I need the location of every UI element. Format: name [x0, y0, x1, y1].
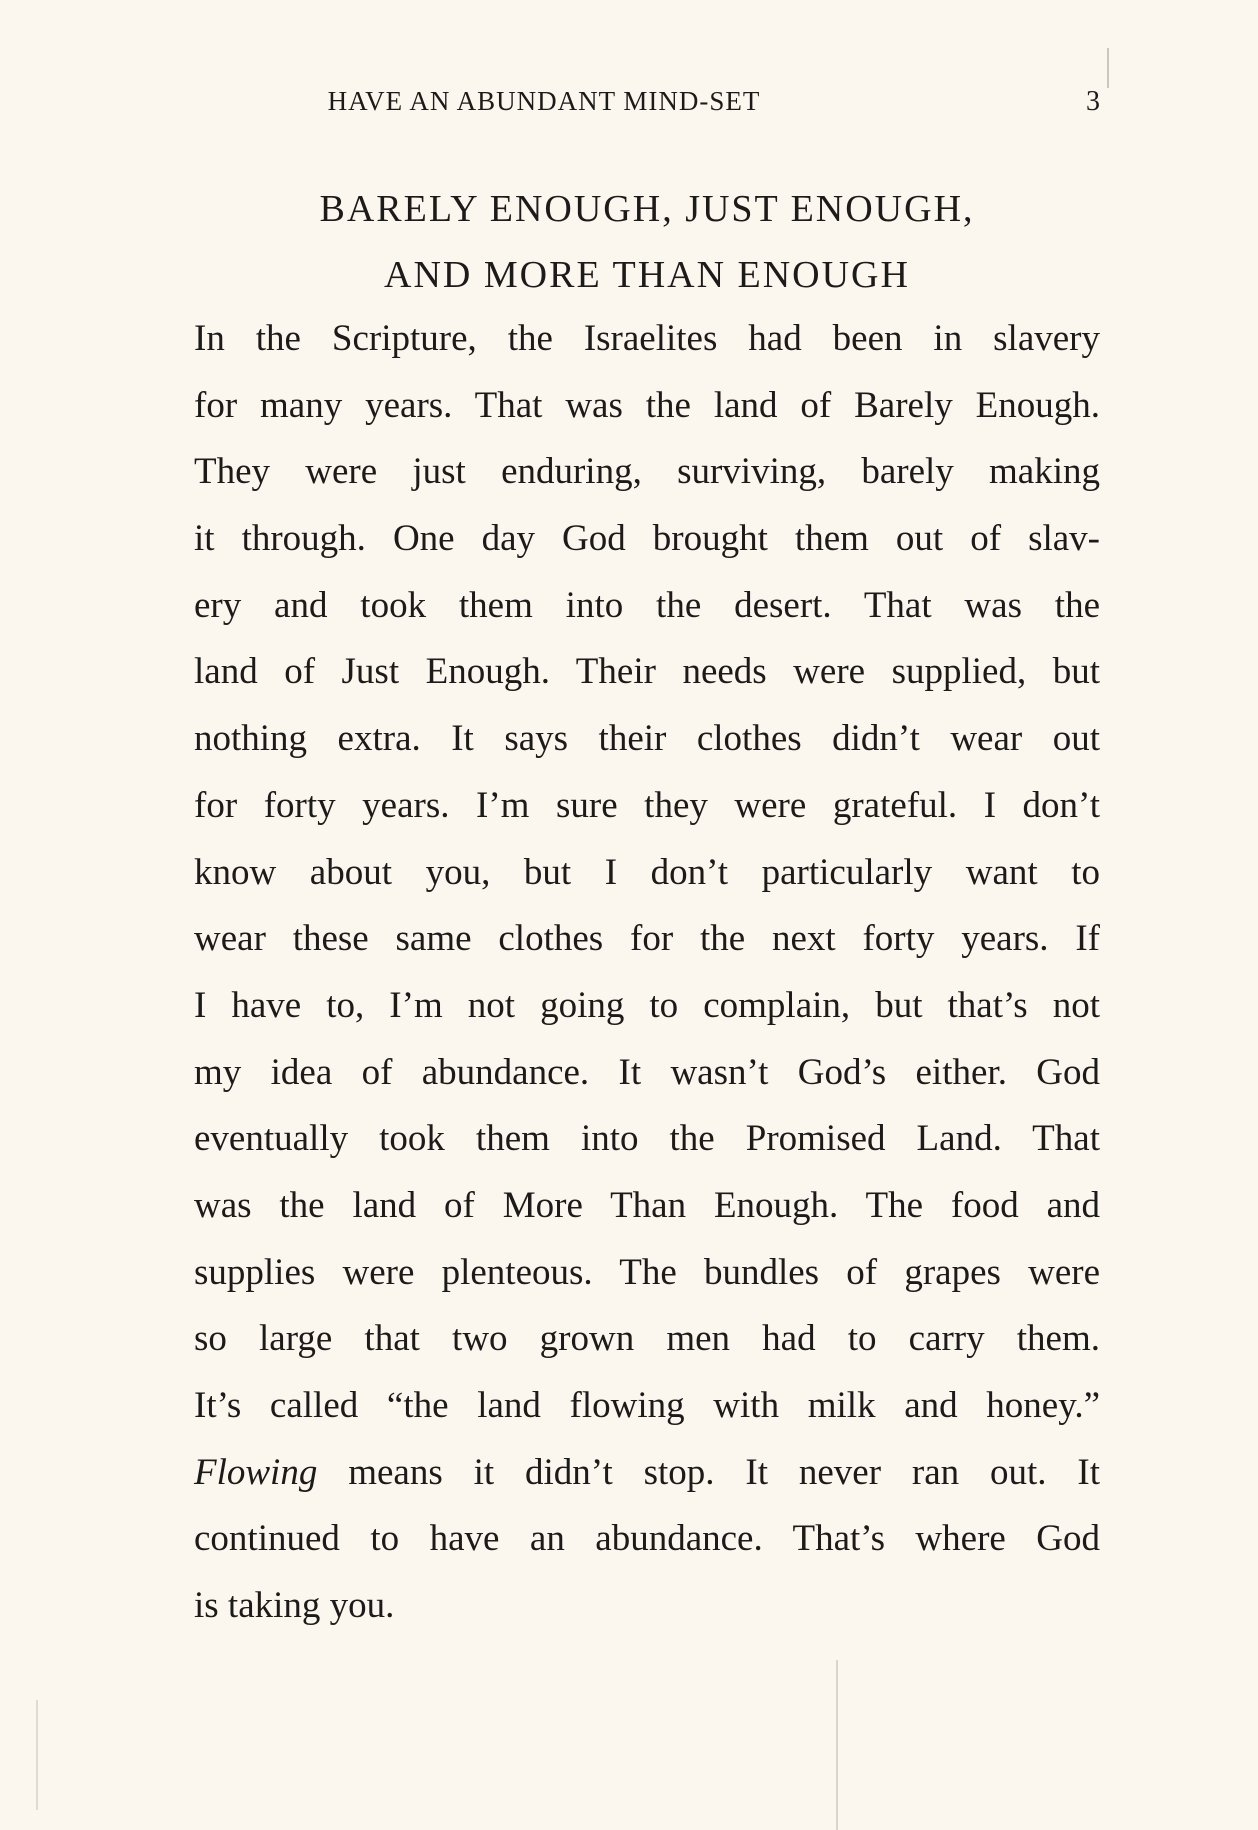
text-line: ery and took them into the desert. That was the: [194, 584, 1100, 626]
running-head: [194, 86, 1100, 126]
text-line: nothing extra. It says their clothes didn’t wear out: [194, 718, 1100, 760]
text-line-flowing: [194, 1440, 1100, 1507]
text-line: it through. One day God brought them out of slav-: [194, 518, 1100, 560]
text-line: It’s called “the land flowing with milk and honey.”: [194, 1385, 1100, 1426]
section-heading: [194, 176, 1100, 308]
paper-crease-mark: [836, 1660, 838, 1830]
section-heading-line-1: BARELY ENOUGH, JUST ENOUGH,: [319, 188, 975, 230]
text-line: wear these same clothes for the next forty years. If: [194, 918, 1100, 960]
text-line: was the land of More Than Enough. The food and: [194, 1184, 1100, 1226]
text-line: continued to have an abundance. That’s where God: [194, 1518, 1100, 1560]
text-line: land of Just Enough. Their needs were supplied, but: [194, 651, 1100, 693]
text-line: In the Scripture, the Israelites had been in slavery: [194, 318, 1100, 359]
page-number: 3: [1086, 86, 1100, 117]
text-line: eventually took them into the Promised Land. That: [194, 1118, 1100, 1160]
text-line: for forty years. I’m sure they were grateful. I don’t: [194, 784, 1100, 826]
text-line: They were just enduring, surviving, barely making: [194, 451, 1100, 493]
text-line-rest: means it didn’t stop. It never ran out. It: [317, 1451, 1100, 1493]
body-paragraph: [194, 306, 1100, 1640]
text-line: supplies were plenteous. The bundles of grapes were: [194, 1251, 1100, 1293]
text-line: I have to, I’m not going to complain, but that’s not: [194, 984, 1100, 1026]
text-line: so large that two grown men had to carry them.: [194, 1318, 1100, 1360]
text-line-last: is taking you.: [194, 1585, 395, 1627]
paper-crease-mark: [36, 1700, 38, 1810]
running-title: HAVE AN ABUNDANT MIND-SET: [327, 86, 761, 116]
paper-crease-mark: [1107, 48, 1109, 88]
text-line: for many years. That was the land of Barely Enough.: [194, 384, 1100, 426]
text-line: my idea of abundance. It wasn’t God’s either. God: [194, 1051, 1100, 1093]
italic-word: Flowing: [194, 1451, 318, 1493]
text-line: know about you, but I don’t particularly want to: [194, 851, 1100, 893]
section-heading-line-2: AND MORE THAN ENOUGH: [384, 254, 910, 296]
